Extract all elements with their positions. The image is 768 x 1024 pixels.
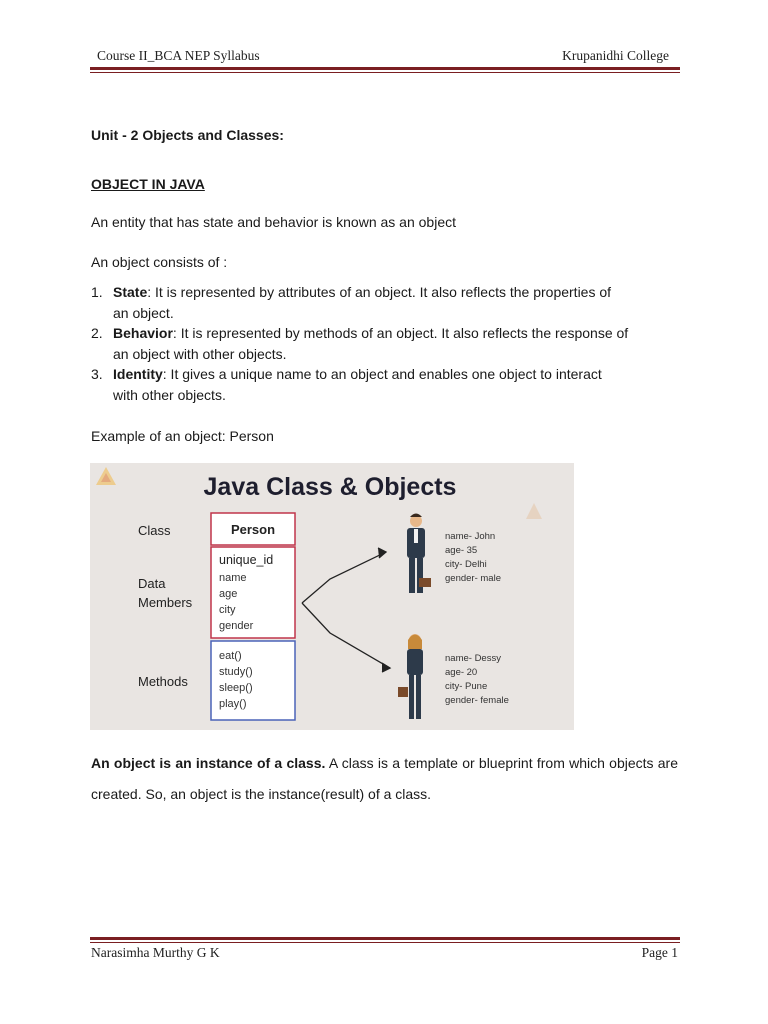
header-rule-thin [90, 72, 680, 73]
class-label: Class [138, 523, 171, 538]
method-item: play() [219, 698, 247, 710]
conclusion-text: A class is a template or blueprint from which objects are created. So, an object is the instance(result) of a class. [91, 755, 679, 802]
object2-attr: name- Dessy [445, 653, 501, 664]
unit-heading: Unit - 2 Objects and Classes: [91, 127, 284, 143]
member-item: unique_id [219, 553, 274, 567]
methods-label: Methods [138, 674, 188, 689]
list-item [91, 364, 676, 405]
footer-page-number: Page 1 [641, 945, 678, 960]
list-item-number: 3. [91, 366, 103, 382]
java-class-objects-figure [90, 463, 574, 730]
data-label: Data [138, 576, 166, 591]
header-college-name: Krupanidhi College [562, 48, 669, 63]
member-item: age [219, 588, 238, 600]
list-item-number: 1. [91, 284, 103, 300]
member-item: city [219, 604, 236, 616]
method-item: sleep() [219, 682, 253, 694]
list-item [91, 323, 676, 364]
object1-attr: city- Delhi [445, 559, 487, 570]
footer-author: Narasimha Murthy G K [91, 945, 220, 960]
footer-rule-thin [90, 942, 680, 943]
object-definition: An entity that has state and behavior is known as an object [91, 214, 457, 230]
object1-attr: age- 35 [445, 545, 478, 556]
object1-attr: gender- male [445, 573, 501, 584]
list-item-text-cont: with other objects. [113, 386, 226, 403]
object2-attr: gender- female [445, 695, 509, 706]
class-object-diagram [90, 463, 574, 730]
example-label: Example of an object: Person [91, 428, 274, 444]
list-item-term: Identity [113, 366, 163, 382]
members-label: Members [138, 595, 193, 610]
list-item-text: : It is represented by methods of an object. It also reflects the response of [172, 325, 629, 341]
method-item: study() [219, 666, 253, 678]
method-item: eat() [219, 650, 242, 662]
list-item-term: State [113, 284, 148, 300]
object1-attr: name- John [445, 531, 496, 542]
class-name: Person [230, 522, 276, 537]
section-heading: OBJECT IN JAVA [91, 176, 205, 192]
header-course-title: Course II_BCA NEP Syllabus [97, 48, 260, 63]
consists-intro: An object consists of : [91, 254, 228, 270]
object-components-list [91, 282, 676, 405]
list-item-term: Behavior [113, 325, 173, 341]
conclusion-paragraph [91, 748, 678, 810]
member-item: gender [219, 620, 254, 632]
list-item-text-cont: an object with other objects. [113, 345, 287, 362]
list-item-text: : It gives a unique name to an object and enables one object to interact [162, 366, 602, 382]
object2-attr: city- Pune [445, 681, 488, 692]
list-item-number: 2. [91, 325, 103, 341]
figure-title: Java Class & Objects [203, 473, 457, 501]
list-item-text: : It is represented by attributes of an object. It also reflects the properties of [147, 284, 612, 300]
conclusion-bold: An object is an instance of a class. [91, 755, 326, 771]
list-item [91, 282, 676, 323]
footer-rule-thick [90, 937, 680, 940]
object2-attr: age- 20 [445, 667, 478, 678]
header-rule-thick [90, 67, 680, 70]
list-item-text-cont: an object. [113, 304, 174, 321]
member-item: name [219, 572, 247, 584]
